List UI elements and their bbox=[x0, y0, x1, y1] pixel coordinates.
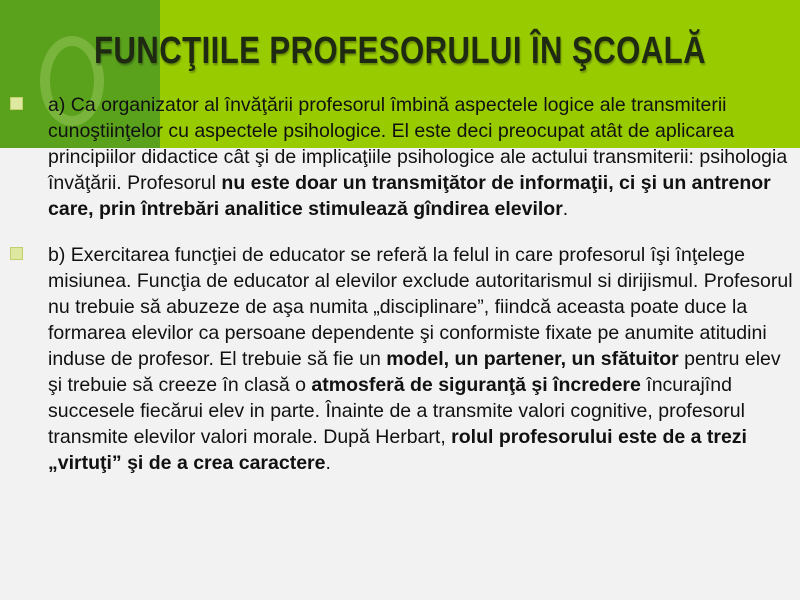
slide-title: FUNCŢIILE PROFESORULUI ÎN ŞCOALĂ bbox=[93, 30, 707, 72]
text-segment-bold: rolul profesorului este de a trezi „virtuţi” şi de a crea caractere bbox=[48, 426, 747, 474]
text-segment-bold: nu este doar un transmiţător de informaţii, ci şi un antrenor care, prin întrebări analitice stimulează gîndirea elevilor bbox=[48, 172, 771, 220]
square-bullet-icon bbox=[10, 97, 23, 110]
paragraph-b bbox=[10, 242, 794, 476]
paragraph-a-text bbox=[48, 94, 787, 220]
text-segment: b) Exercitarea funcţiei de educator se referă la felul in care profesorul îşi înţelege misiunea. Funcţia de educator al elevilor exclude autoritarismul si dirijismul. Profesorul nu trebuie să abuzeze de aşa numita „disciplinare”, fiindcă aceasta poate duce la formarea elevilor ca persoane dependente şi conformiste fixate pe anumite atitudini induse de profesor. El trebuie să fie un bbox=[48, 244, 793, 370]
text-segment-bold: model, un partener, un sfătuitor bbox=[386, 348, 679, 370]
text-segment: . bbox=[325, 452, 331, 474]
square-bullet-icon bbox=[10, 247, 23, 260]
slide-content bbox=[10, 92, 794, 600]
text-segment: . bbox=[562, 198, 569, 220]
text-segment: a) Ca organizator al învăţării profesorul îmbină aspectele logice ale transmiterii cunoştiinţelor cu aspectele psihologice. El este deci preocupat atât de aplicarea principiilor didactice cât şi de implicaţiile psihologice ale actului transmiterii: psihologia învăţării. Profesorul bbox=[48, 94, 788, 194]
text-segment: pentru elev şi trebuie să creeze în clasă o bbox=[48, 348, 781, 396]
paragraph-b-text bbox=[48, 244, 793, 474]
text-segment-bold: atmosferă de siguranţă şi încredere bbox=[311, 374, 641, 396]
text-segment: încurajînd succesele fiecărui elev in parte. Înainte de a transmite valori cognitive, profesorul transmite elevilor valori morale. După Herbart, bbox=[48, 374, 745, 448]
paragraph-a bbox=[10, 92, 794, 222]
